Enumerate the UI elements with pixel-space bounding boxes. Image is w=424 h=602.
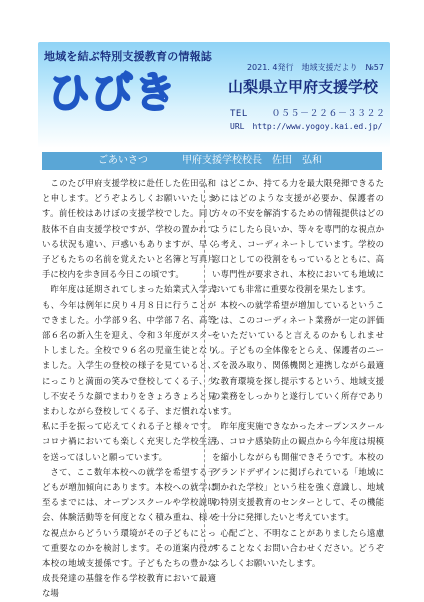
school-name: 山梨県立甲府支援学校 [227, 78, 378, 96]
paragraph: このたび甲府支援学校に赴任した佐田弘和と申します。どうぞよろしくお願いいたします。前任校はあけぼの支援学校でした。同じ肢体不自由支援学校ですが、学校の置かれている状況も違い、戸惑いもありますが、早く子どもたちの名前を覚えたいと名簿と写真片手に校内を歩き回る今日この頃です。 [42, 178, 216, 280]
paragraph: 昨年度実施できなかったオープンスクールも、コロナ感染防止の観点から今年度は規模を縮小しながらも開催できそうです。本校のグランドデザインに掲げられている「地域に開かれた学校」という柱を強く意識し、地域の特別支援教育のセンターとして、その機能を十分に発揮したいと考えています。 [212, 421, 384, 523]
column-divider [204, 180, 205, 552]
header-banner [38, 42, 390, 148]
newsletter-tagline: 地域を結ぶ特別支援教育の情報誌 [44, 50, 212, 63]
greeting-author: 甲府支援学校校長 佐田 弘和 [182, 155, 322, 166]
tel-label: TEL [230, 109, 248, 119]
issue-info: 2021. 4発行 地域支援だより №57 [246, 63, 384, 72]
greeting-title-bar [42, 152, 382, 170]
greeting-title: ごあいさつ [98, 155, 148, 166]
left-column [42, 176, 216, 602]
paragraph: さて、ここ数年本校への就学を希望する子どもが増加傾向にあります。本校への就学に至るまでには、オープンスクールや学校説明会、体験活動等を何度となく積み重ね、様々な視点からどういう環境がその子どもにとって重要なのかを検討します。その道案内役が本校の地域支援係です。子どもたちの豊かな成長発達の基盤を作る学校教育において最適な場 [42, 466, 216, 599]
paragraph: 本校への就学希望が増加しているということは、このコーディネート業務が一定の評価をいただいていると言えるのかもしれません。子どもの全体像をとらえ、保護者のニーズを汲み取り、関係機関と連携しながら最適な教育環境を探し提示するという、地域支援の業務をしっかりと遂行していく所存であります。 [212, 299, 384, 417]
website [230, 122, 383, 131]
right-column [212, 176, 384, 571]
paragraph: はどこか、持てる力を最大限発揮できるためにはどのような支援が必要か、保護者の方々の不安を解消するための情報提供はどのようにしたら良いか、等々を専門的な視点から考え、コーディネートしています。学校の窓口としての役割をもっているとともに、高い専門性が要求され、本校においても地域においても非常に重要な役割を果たします。 [212, 178, 384, 295]
url-link[interactable]: http://www.yogoy.kai.ed.jp/ [252, 122, 383, 131]
telephone [230, 106, 385, 119]
paragraph: 心配ごと、不明なことがありましたら遠慮することなくお問い合わせください。どうぞよろしくお願いいたします。 [212, 527, 384, 569]
tel-number: ０５５－２２６－３３２２ [271, 109, 386, 119]
paragraph: 昨年度は延期されてしまった始業式入学式も、今年は例年に戻り４月８日に行うことができました。小学部９名、中学部７名、高等部６名の新入生を迎え、令和３年度がスタートしました。全校で９６名の児童生徒となりました。入学生の登校の様子を見ていると、にっこりと満面の笑みで登校してくる子、少し不安そうな顔でまわりをきょろきょろと見まわしながら登校してくる子、まだ慣れない私に手を振って応えてくれる子と様々です。コロナ禍においても楽しく充実した学校生活を送ってほしいと願っています。 [42, 284, 216, 462]
newsletter-logo: ひびき [48, 68, 178, 117]
url-label: URL [230, 122, 245, 131]
